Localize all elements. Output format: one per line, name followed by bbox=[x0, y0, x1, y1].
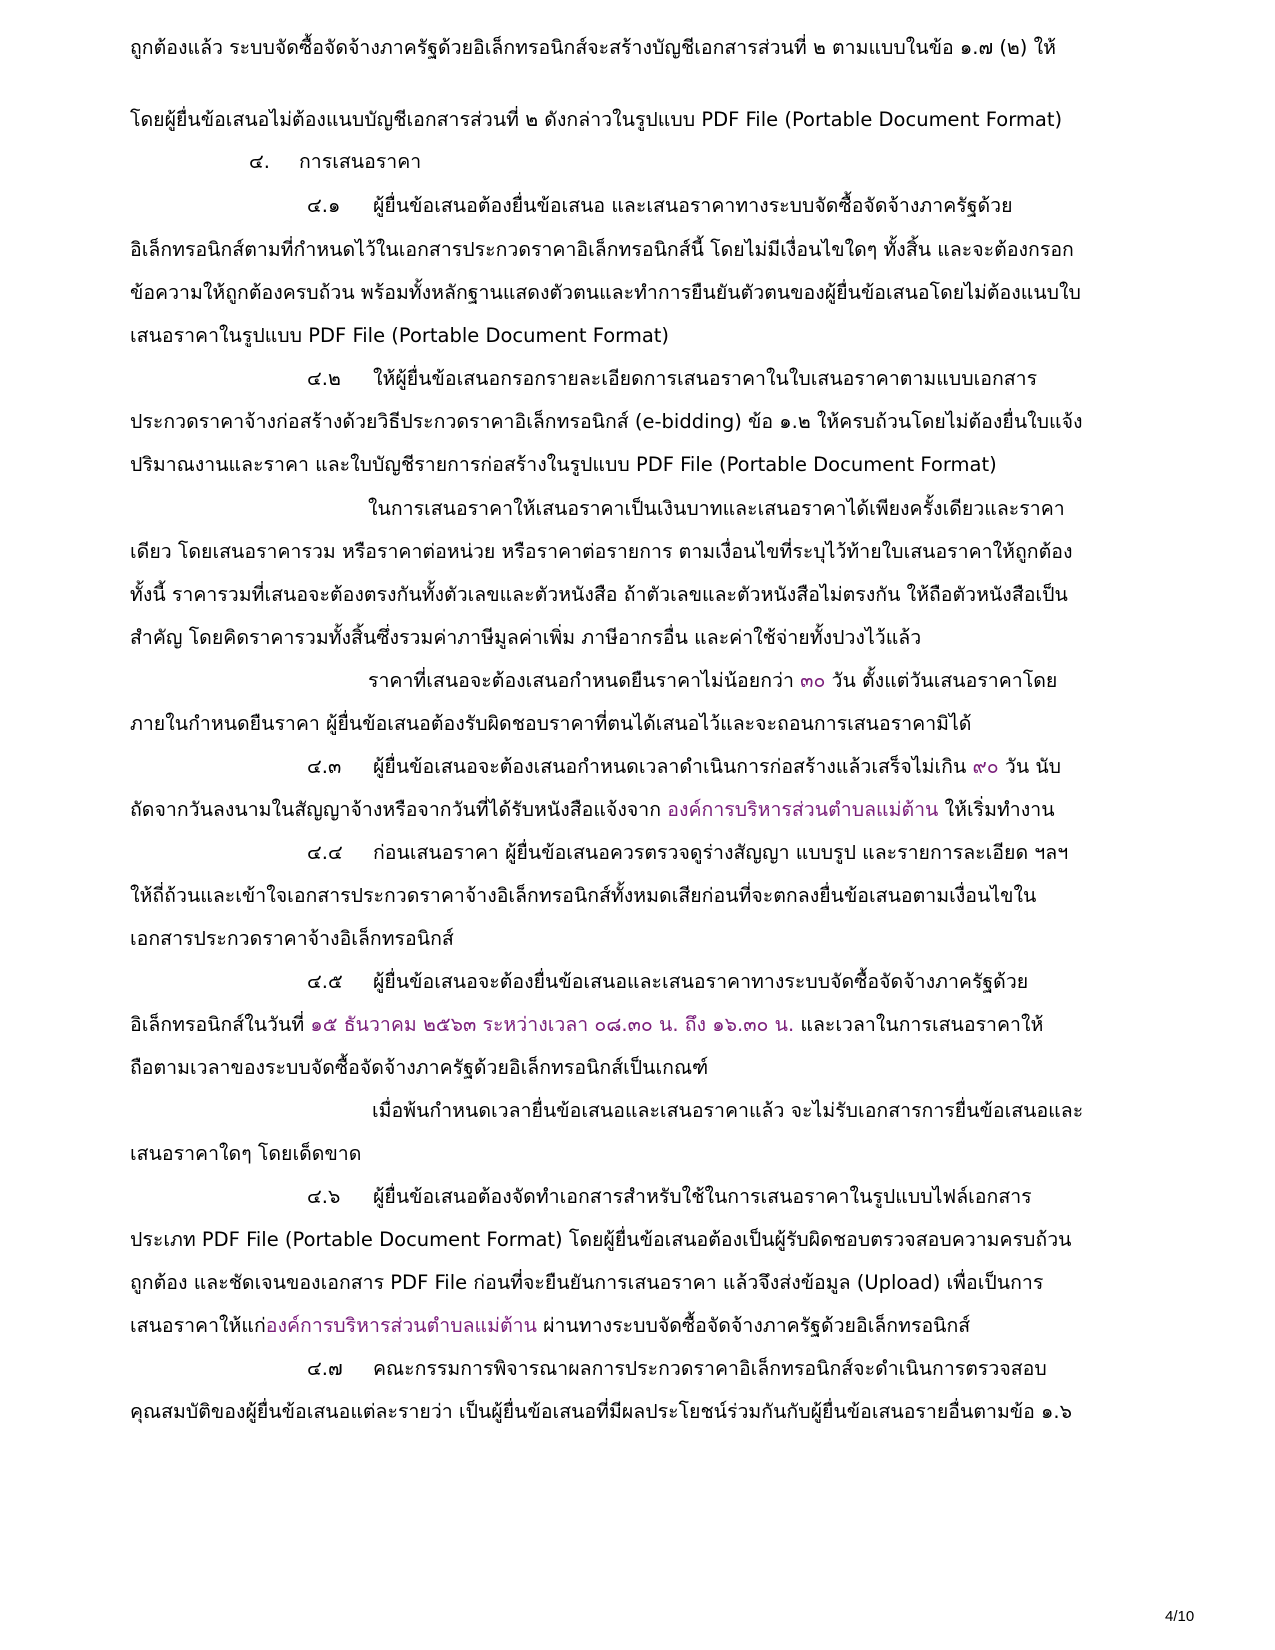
text-line: เมื่อพ้นกำหนดเวลายื่นข้อเสนอและเสนอราคาแล้ว จะไม่รับเอกสารการยื่นข้อเสนอและ bbox=[372, 1099, 1084, 1122]
text-line: อิเล็กทรอนิกส์ในวันที่ ๑๕ ธันวาคม ๒๕๖๓ ระหว่างเวลา ๐๘.๓๐ น. ถึง ๑๖.๓๐ น. และเวลาในการเสนอราคาให้ bbox=[130, 1013, 1044, 1036]
text-line: อิเล็กทรอนิกส์ตามที่กำหนดไว้ในเอกสารประกวดราคาอิเล็กทรอนิกส์นี้ โดยไม่มีเงื่อนไขใดๆ ทั้งสิ้น และจะต้องกรอก bbox=[130, 238, 1074, 261]
highlighted-organization: องค์การบริหารส่วนตำบลแม่ต้าน bbox=[667, 798, 939, 821]
text-line: ราคาที่เสนอจะต้องเสนอกำหนดยืนราคาไม่น้อยกว่า ๓๐ วัน ตั้งแต่วันเสนอราคาโดย bbox=[368, 669, 1058, 692]
text-line: คุณสมบัติของผู้ยื่นข้อเสนอแต่ละรายว่า เป็นผู้ยื่นข้อเสนอที่มีผลประโยชน์ร่วมกันกับผู้ยื่นข้อเสนอรายอื่นตามข้อ ๑.๖ bbox=[130, 1400, 1072, 1423]
text-line: ถัดจากวันลงนามในสัญญาจ้างหรือจากวันที่ได้รับหนังสือแจ้งจาก องค์การบริหารส่วนตำบลแม่ต้าน ให้เริ่มทำงาน bbox=[130, 798, 1055, 821]
highlighted-date-time: ๑๕ ธันวาคม ๒๕๖๓ ระหว่างเวลา ๐๘.๓๐ น. ถึง ๑๖.๓๐ น. bbox=[310, 1013, 795, 1036]
text-line: ภายในกำหนดยืนราคา ผู้ยื่นข้อเสนอต้องรับผิดชอบราคาที่ตนได้เสนอไว้และจะถอนการเสนอราคามิได้ bbox=[130, 712, 972, 735]
text-line: ถูกต้อง และชัดเจนของเอกสาร PDF File ก่อนที่จะยืนยันการเสนอราคา แล้วจึงส่งข้อมูล (Upload) เพื่อเป็นการ bbox=[130, 1271, 1044, 1294]
text-line: สำคัญ โดยคิดราคารวมทั้งสิ้นซึ่งรวมค่าภาษีมูลค่าเพิ่ม ภาษีอากรอื่น และค่าใช้จ่ายทั้งปวงไว้แล้ว bbox=[130, 626, 922, 649]
clause-4-6: ๔.๖ ผู้ยื่นข้อเสนอต้องจัดทำเอกสารสำหรับใช้ในการเสนอราคาในรูปแบบไฟล์เอกสาร bbox=[307, 1183, 1032, 1211]
clause-number: ๔.๒ bbox=[307, 367, 341, 390]
clause-number: ๔.๔ bbox=[307, 841, 343, 864]
clause-4-2: ๔.๒ ให้ผู้ยื่นข้อเสนอกรอกรายละเอียดการเสนอราคาในใบเสนอราคาตามแบบเอกสาร bbox=[307, 365, 1037, 393]
clause-4-7: ๔.๗ คณะกรรมการพิจารณาผลการประกวดราคาอิเล็กทรอนิกส์จะดำเนินการตรวจสอบ bbox=[307, 1355, 1047, 1383]
text-line: ให้ถี่ถ้วนและเข้าใจเอกสารประกวดราคาจ้างอิเล็กทรอนิกส์ทั้งหมดเสียก่อนที่จะตกลงยื่นข้อเสนอตามเงื่อนไขใน bbox=[130, 884, 1037, 907]
highlighted-value: ๓๐ bbox=[800, 669, 826, 692]
page-number: 4/10 bbox=[1165, 1608, 1195, 1625]
text-line: ข้อความให้ถูกต้องครบถ้วน พร้อมทั้งหลักฐานแสดงตัวตนและทำการยืนยันตัวตนของผู้ยื่นข้อเสนอโดยไม่ต้องแนบใบ bbox=[130, 281, 1081, 304]
clause-number: ๔.๗ bbox=[307, 1357, 343, 1380]
section-title: การเสนอราคา bbox=[299, 150, 422, 173]
clause-4-1: ๔.๑ ผู้ยื่นข้อเสนอต้องยื่นข้อเสนอ และเสนอราคาทางระบบจัดซื้อจัดจ้างภาครัฐด้วย bbox=[307, 192, 1013, 220]
clause-number: ๔.๕ bbox=[307, 970, 343, 993]
clause-4-3: ๔.๓ ผู้ยื่นข้อเสนอจะต้องเสนอกำหนดเวลาดำเนินการก่อสร้างแล้วเสร็จไม่เกิน ๙๐ วัน นับ bbox=[307, 753, 1061, 781]
clause-number: ๔.๖ bbox=[307, 1185, 341, 1208]
text-line: เสนอราคาใดๆ โดยเด็ดขาด bbox=[130, 1142, 362, 1165]
text-line: ประเภท PDF File (Portable Document Format) โดยผู้ยื่นข้อเสนอต้องเป็นผู้รับผิดชอบตรวจสอบความครบถ้วน bbox=[130, 1228, 1072, 1251]
highlighted-organization: องค์การบริหารส่วนตำบลแม่ต้าน bbox=[265, 1314, 537, 1337]
text-line: เสนอราคาในรูปแบบ PDF File (Portable Document Format) bbox=[130, 324, 670, 347]
text-line: ถูกต้องแล้ว ระบบจัดซื้อจัดจ้างภาครัฐด้วยอิเล็กทรอนิกส์จะสร้างบัญชีเอกสารส่วนที่ ๒ ตามแบบในข้อ ๑.๗ (๒) ให้ bbox=[130, 36, 1056, 59]
clause-number: ๔.๓ bbox=[307, 755, 342, 778]
text-line: ทั้งนี้ ราคารวมที่เสนอจะต้องตรงกันทั้งตัวเลขและตัวหนังสือ ถ้าตัวเลขและตัวหนังสือไม่ตรงกัน ให้ถือตัวหนังสือเป็น bbox=[130, 583, 1068, 606]
section-heading bbox=[249, 148, 421, 176]
text-line: โดยผู้ยื่นข้อเสนอไม่ต้องแนบบัญชีเอกสารส่วนที่ ๒ ดังกล่าวในรูปแบบ PDF File (Portable Document Format) bbox=[130, 108, 1063, 131]
section-number: ๔. bbox=[249, 150, 270, 173]
text-line: เสนอราคาให้แก่องค์การบริหารส่วนตำบลแม่ต้าน ผ่านทางระบบจัดซื้อจัดจ้างภาครัฐด้วยอิเล็กทรอนิกส์ bbox=[130, 1314, 971, 1337]
clause-number: ๔.๑ bbox=[307, 194, 341, 217]
text-line: ในการเสนอราคาให้เสนอราคาเป็นเงินบาทและเสนอราคาได้เพียงครั้งเดียวและราคา bbox=[368, 497, 1065, 520]
text-line: ปริมาณงานและราคา และใบบัญชีรายการก่อสร้างในรูปแบบ PDF File (Portable Document Format) bbox=[130, 453, 997, 476]
text-line: เดียว โดยเสนอราคารวม หรือราคาต่อหน่วย หรือราคาต่อรายการ ตามเงื่อนไขที่ระบุไว้ท้ายใบเสนอราคาให้ถูกต้อง bbox=[130, 540, 1073, 563]
text-line: ถือตามเวลาของระบบจัดซื้อจัดจ้างภาครัฐด้วยอิเล็กทรอนิกส์เป็นเกณฑ์ bbox=[130, 1056, 709, 1079]
text-line: เอกสารประกวดราคาจ้างอิเล็กทรอนิกส์ bbox=[130, 927, 454, 950]
highlighted-value: ๙๐ bbox=[972, 755, 999, 778]
text-line: ประกวดราคาจ้างก่อสร้างด้วยวิธีประกวดราคาอิเล็กทรอนิกส์ (e-bidding) ข้อ ๑.๒ ให้ครบถ้วนโดยไม่ต้องยื่นใบแจ้ง bbox=[130, 410, 1083, 433]
clause-4-5: ๔.๕ ผู้ยื่นข้อเสนอจะต้องยื่นข้อเสนอและเสนอราคาทางระบบจัดซื้อจัดจ้างภาครัฐด้วย bbox=[307, 968, 1028, 996]
clause-4-4: ๔.๔ ก่อนเสนอราคา ผู้ยื่นข้อเสนอควรตรวจดูร่างสัญญา แบบรูป และรายการละเอียด ฯลฯ bbox=[307, 839, 1068, 867]
